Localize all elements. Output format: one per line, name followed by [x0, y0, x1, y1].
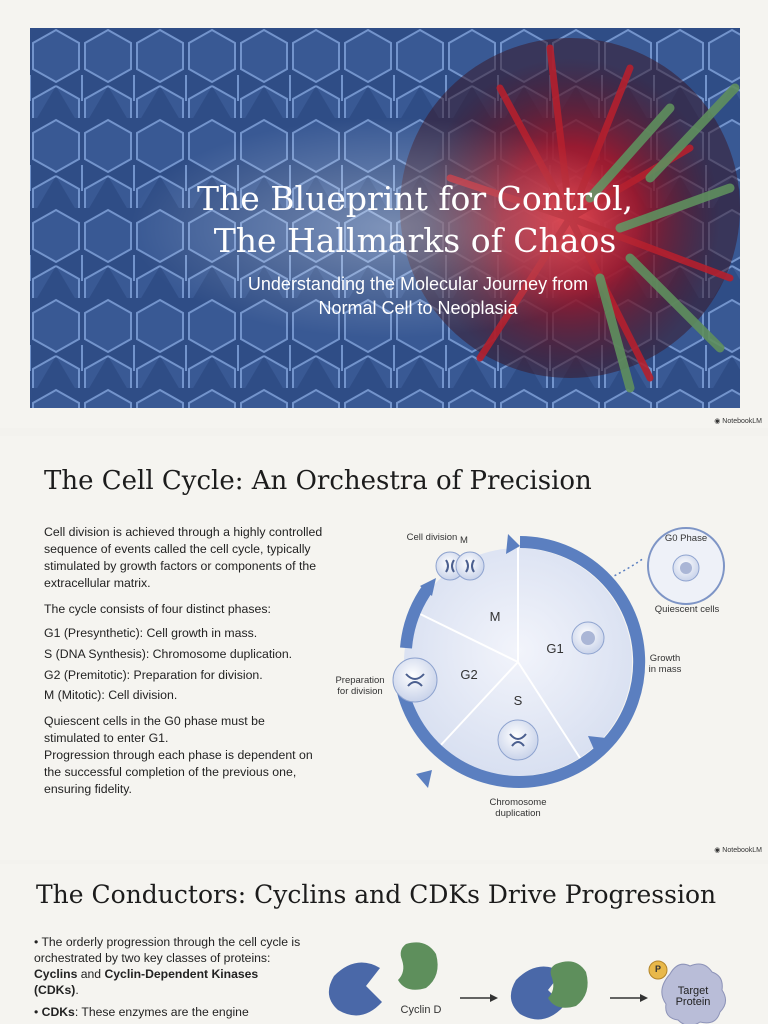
hero-title-line-1: The Blueprint for Control, [197, 179, 633, 218]
notebooklm-badge [714, 417, 762, 425]
label-chromosome-duplication [474, 797, 562, 819]
bullet1-cdks: Cyclin-Dependent Kinases (CDKs) [34, 967, 259, 997]
paragraph-g0: Quiescent cells in the G0 phase must be stimulated to enter G1. [44, 714, 265, 745]
hero-subtitle-line-2: Normal Cell to Neoplasia [318, 298, 518, 318]
label-target-protein [670, 986, 716, 1008]
label-growth-in-mass [640, 653, 690, 675]
label-g0-phase: G0 Phase [664, 533, 708, 544]
hero-image [30, 28, 740, 408]
label-preparation-for-division [328, 675, 392, 697]
phase-label-g1: G1 [546, 641, 564, 656]
slide-title-cell-cycle: The Cell Cycle: An Orchestra of Precision [44, 466, 592, 496]
label-target-line-1: Target [677, 985, 709, 997]
g0-cell-icon [673, 555, 699, 581]
hero-title-line-2: The Hallmarks of Chaos [213, 221, 617, 260]
complex-cyclin-icon [548, 961, 588, 1007]
hero-subtitle [30, 272, 740, 320]
arrow-head-2-icon [640, 994, 648, 1002]
label-cell-division: Cell division [406, 532, 458, 543]
cdk-shape-icon [329, 963, 382, 1016]
s-phase-cell-icon [498, 720, 538, 760]
badge-label: NotebookLM [722, 418, 762, 425]
slide-title [0, 0, 768, 428]
label-growth-line-2: in mass [648, 664, 682, 675]
label-quiescent-cells: Quiescent cells [654, 604, 720, 615]
bullet2-text: : These enzymes are the engine [74, 1005, 249, 1019]
phase-label-m: M [460, 535, 468, 546]
hero-title [30, 178, 740, 262]
slide-cyclins-cdks [0, 864, 768, 1024]
bullet-dot-icon: • [34, 1005, 42, 1019]
bullet1-and: and [77, 967, 105, 981]
label-chromo-line-2: duplication [495, 808, 541, 819]
label-cyclin-d: Cyclin D [400, 1004, 442, 1016]
notebooklm-badge-2 [714, 846, 762, 854]
bullet-orderly-progression [34, 934, 304, 998]
phase-g2-text: G2 (Premitotic): Preparation for division. [44, 668, 263, 682]
bullet1-cyclins: Cyclins [34, 967, 78, 981]
label-target-line-2: Protein [675, 996, 711, 1008]
arrowhead-bottom-icon [416, 770, 432, 788]
paragraph-progression: Progression through each phase is dependent on the successful completion of the previous one, ensuring fidelity. [44, 748, 313, 796]
label-prep-line-1: Preparation [335, 675, 385, 686]
slide-title-conductors: The Conductors: Cyclins and CDKs Drive Progression [36, 880, 717, 909]
phase-label-s: S [513, 693, 523, 708]
bullet-cdks [34, 1004, 304, 1020]
g2-cell-icon [393, 658, 437, 702]
bullet1-period: . [75, 983, 79, 997]
hero-subtitle-line-1: Understanding the Molecular Journey from [247, 274, 589, 294]
phase-g1-text: G1 (Presynthetic): Cell growth in mass. [44, 626, 258, 640]
phase-label-m-center: M [489, 609, 501, 624]
slide-cell-cycle [0, 436, 768, 860]
bullet1-text: The orderly progression through the cell cycle is orchestrated by two key classes of proteins: [34, 935, 301, 965]
notebooklm-logo-icon: ◉ [714, 847, 721, 854]
paragraph-intro: Cell division is achieved through a highly controlled sequence of events called the cell cycle, typically stimulated by growth factors or components of the extracellular matrix. [44, 525, 323, 590]
label-growth-line-1: Growth [649, 653, 681, 664]
label-phosphate: P [654, 964, 661, 974]
cyclin-d-shape-icon [398, 942, 438, 989]
dividing-cell-icon [436, 552, 484, 580]
paragraph-phases: The cycle consists of four distinct phases: [44, 602, 271, 616]
bullet2-cdks: CDKs [41, 1005, 75, 1019]
phase-label-g2: G2 [460, 667, 478, 682]
notebooklm-logo-icon: ◉ [714, 418, 721, 425]
label-prep-line-2: for division [337, 686, 383, 697]
phase-s-text: S (DNA Synthesis): Chromosome duplication. [44, 647, 293, 661]
phase-m-text: M (Mitotic): Cell division. [44, 688, 178, 702]
label-chromo-line-1: Chromosome [489, 797, 547, 808]
badge-label: NotebookLM [722, 847, 762, 854]
g0-dotted-arrow [610, 558, 644, 578]
cyclin-cdk-diagram [320, 934, 760, 1024]
g1-cell-icon [572, 622, 604, 654]
bullet-dot-icon: • [34, 935, 42, 949]
arrow-head-1-icon [490, 994, 498, 1002]
